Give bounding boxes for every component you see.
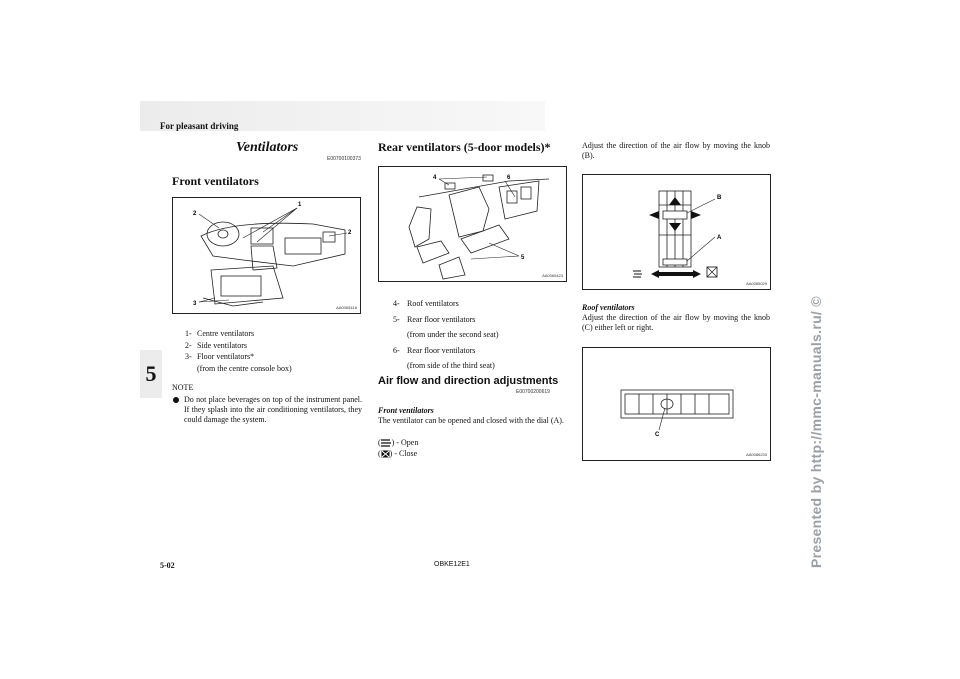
page-title: Ventilators	[236, 140, 299, 155]
figure-code: AA0086233	[746, 452, 767, 457]
direction-intro: Adjust the direction of the air flow by moving the knob (B).	[582, 141, 770, 160]
section-header: For pleasant driving	[160, 121, 239, 131]
open-line: ( ) - Open	[378, 438, 419, 447]
side-watermark: Presented by http://mmc-manuals.ru/ ©	[808, 296, 824, 568]
bullet-icon	[173, 397, 179, 403]
close-line: ( ) - Close	[378, 449, 418, 458]
title-code: E00700100373	[327, 156, 361, 162]
rear-ventilator-list	[393, 298, 499, 373]
callout-2b: 2	[348, 230, 352, 236]
page-number: 5-02	[160, 561, 175, 570]
note-block	[172, 395, 362, 425]
open-icon	[381, 439, 392, 447]
list-item: 4- Roof ventilators	[393, 299, 459, 308]
front-vent-text: The ventilator can be opened and closed with the dial (A).	[378, 416, 564, 425]
airflow-heading: Air flow and direction adjustments	[378, 375, 559, 387]
document-code: OBKE12E1	[434, 561, 470, 568]
list-item: 3- Floor ventilators*	[185, 352, 255, 361]
note-label: NOTE	[172, 383, 194, 392]
callout-3: 3	[193, 301, 197, 307]
cabin-illustration	[379, 167, 566, 281]
callout-C: C	[655, 432, 660, 438]
list-item: 5- Rear floor ventilators	[393, 314, 476, 324]
dashboard-illustration	[173, 198, 360, 313]
rear-ventilators-figure	[378, 166, 567, 282]
note-text: Do not place beverages on top of the instrument panel. If they splash into the air conditioning ventilators, they could damage the system.	[184, 395, 362, 424]
front-vent-subheading: Front ventilators	[378, 406, 434, 415]
front-ventilators-figure	[172, 197, 361, 314]
list-item: 1- Centre ventilators	[185, 329, 255, 338]
front-ventilators-heading: Front ventilators	[172, 174, 259, 188]
figure-code: AA0065418	[336, 305, 357, 310]
roof-vent-text: Adjust the direction of the air flow by moving the knob (C) either left or right.	[582, 313, 770, 332]
figure-code: AA0065423	[542, 273, 563, 278]
callout-A: A	[717, 235, 722, 241]
figure-code: AA0085029	[746, 281, 767, 286]
list-item-sub: (from side of the third seat)	[407, 361, 495, 370]
list-item-sub: (from the centre console box)	[197, 363, 292, 373]
callout-6: 6	[507, 175, 511, 181]
callout-5: 5	[521, 255, 525, 261]
list-item: 6- Rear floor ventilators	[393, 345, 476, 355]
callout-2a: 2	[193, 211, 197, 217]
roof-vent-figure	[582, 174, 771, 290]
front-ventilator-list	[185, 328, 292, 374]
knob-figure	[582, 347, 771, 461]
callout-4: 4	[433, 175, 437, 181]
callout-1: 1	[298, 202, 302, 208]
close-icon	[381, 450, 390, 458]
list-item: 2- Side ventilators	[185, 340, 247, 350]
list-item-sub: (from under the second seat)	[407, 330, 499, 339]
roof-vent-subheading: Roof ventilators	[582, 303, 635, 312]
knob-illustration	[583, 348, 770, 460]
callout-B: B	[717, 195, 722, 201]
airflow-code: E00700200619	[516, 389, 550, 395]
chapter-tab: 5	[140, 350, 162, 398]
rear-ventilators-heading: Rear ventilators (5-door models)*	[378, 140, 551, 154]
roof-vent-illustration	[583, 175, 770, 289]
